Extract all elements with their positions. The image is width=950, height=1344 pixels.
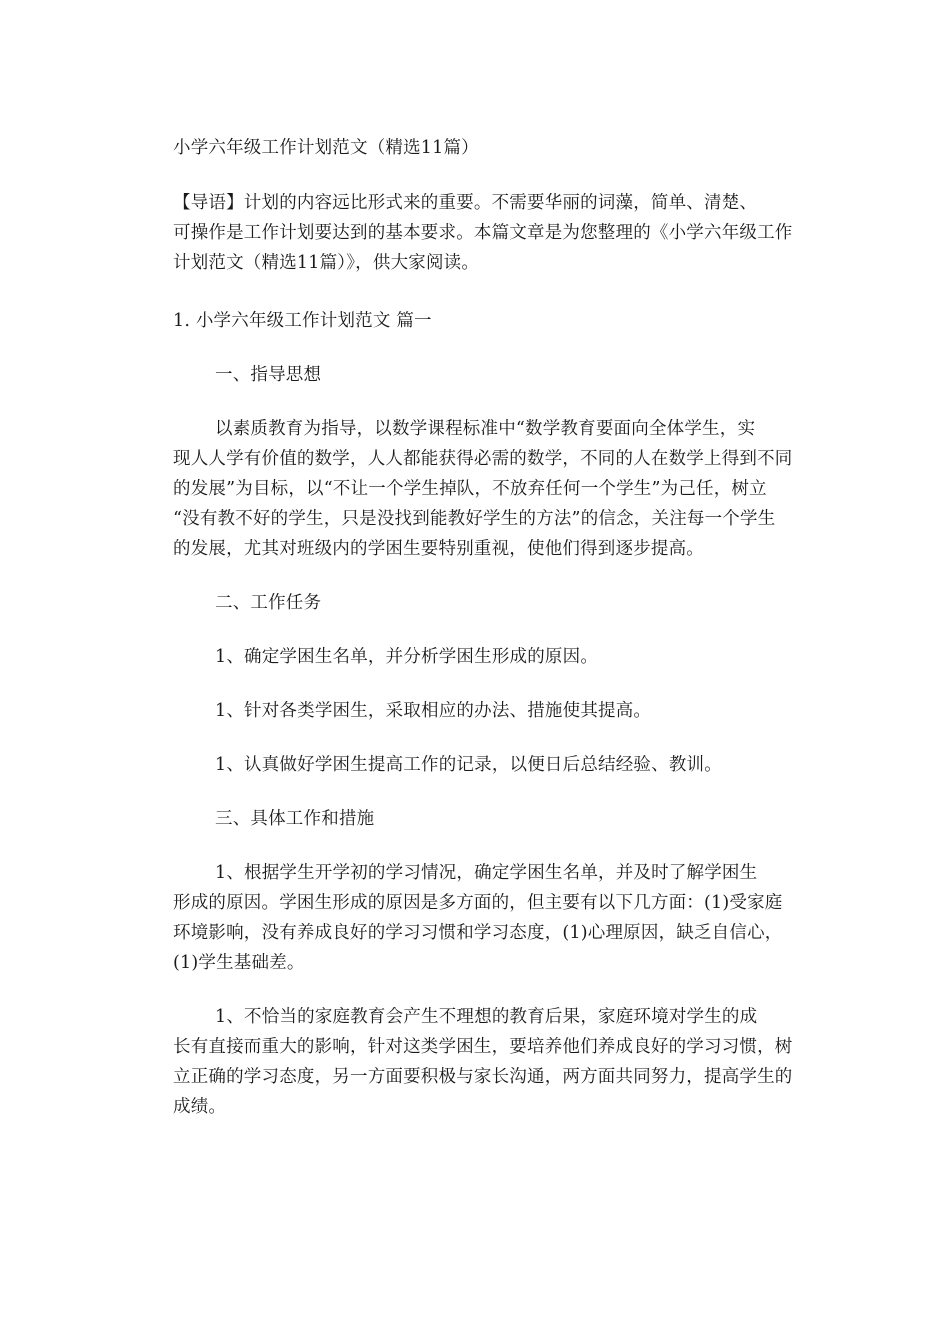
- paragraph-line: 的发展”为目标，以“不让一个学生掉队，不放弃任何一个学生”为己任，树立: [173, 479, 767, 499]
- paragraph-line: 长有直接而重大的影响，针对这类学困生，要培养他们养成良好的学习习惯，树: [173, 1037, 793, 1057]
- intro-line: 可操作是工作计划要达到的基本要求。本篇文章是为您整理的《小学六年级工作: [173, 223, 793, 243]
- measure-paragraph: [173, 858, 813, 978]
- guiding-paragraph: [173, 414, 813, 564]
- task-item: 1、确定学困生名单，并分析学困生形成的原因。: [215, 647, 599, 667]
- document-body: [173, 133, 813, 1146]
- intro-paragraph: [173, 188, 813, 278]
- paragraph-line: 成绩。: [173, 1097, 227, 1117]
- paragraph-line: (1)学生基础差。: [173, 953, 305, 973]
- paragraph-line: 1、不恰当的家庭教育会产生不理想的教育后果，家庭环境对学生的成: [215, 1007, 758, 1027]
- paragraph-line: 的发展，尤其对班级内的学困生要特别重视，使他们得到逐步提高。: [173, 539, 704, 559]
- heading-work-tasks: 二、工作任务: [215, 593, 322, 613]
- heading-measures: 三、具体工作和措施: [215, 809, 375, 829]
- task-item: 1、针对各类学困生，采取相应的办法、措施使其提高。: [215, 701, 652, 721]
- section-title: 1. 小学六年级工作计划范文 篇一: [173, 311, 432, 331]
- paragraph-line: 1、根据学生开学初的学习情况，确定学困生名单，并及时了解学困生: [215, 863, 758, 883]
- heading-guiding-ideology: 一、指导思想: [215, 365, 322, 385]
- task-item: 1、认真做好学困生提高工作的记录，以便日后总结经验、教训。: [215, 755, 722, 775]
- paragraph-line: 环境影响，没有养成良好的学习习惯和学习态度，(1)心理原因，缺乏自信心，: [173, 923, 783, 943]
- paragraph-line: 以素质教育为指导，以数学课程标准中“数学教育要面向全体学生，实: [215, 419, 756, 439]
- measure-paragraph: [173, 1002, 813, 1122]
- intro-line: 【导语】计划的内容远比形式来的重要。不需要华丽的词藻，简单、清楚、: [173, 193, 758, 213]
- paragraph-line: 现人人学有价值的数学，人人都能获得必需的数学，不同的人在数学上得到不同: [173, 449, 793, 469]
- paragraph-line: 形成的原因。学困生形成的原因是多方面的，但主要有以下几方面：(1)受家庭: [173, 893, 783, 913]
- paragraph-line: “没有教不好的学生，只是没找到能教好学生的方法”的信念，关注每一个学生: [173, 509, 776, 529]
- intro-line: 计划范文（精选11篇）》，供大家阅读。: [173, 253, 480, 273]
- document-title: 小学六年级工作计划范文（精选11篇）: [173, 138, 479, 158]
- paragraph-line: 立正确的学习态度，另一方面要积极与家长沟通，两方面共同努力，提高学生的: [173, 1067, 793, 1087]
